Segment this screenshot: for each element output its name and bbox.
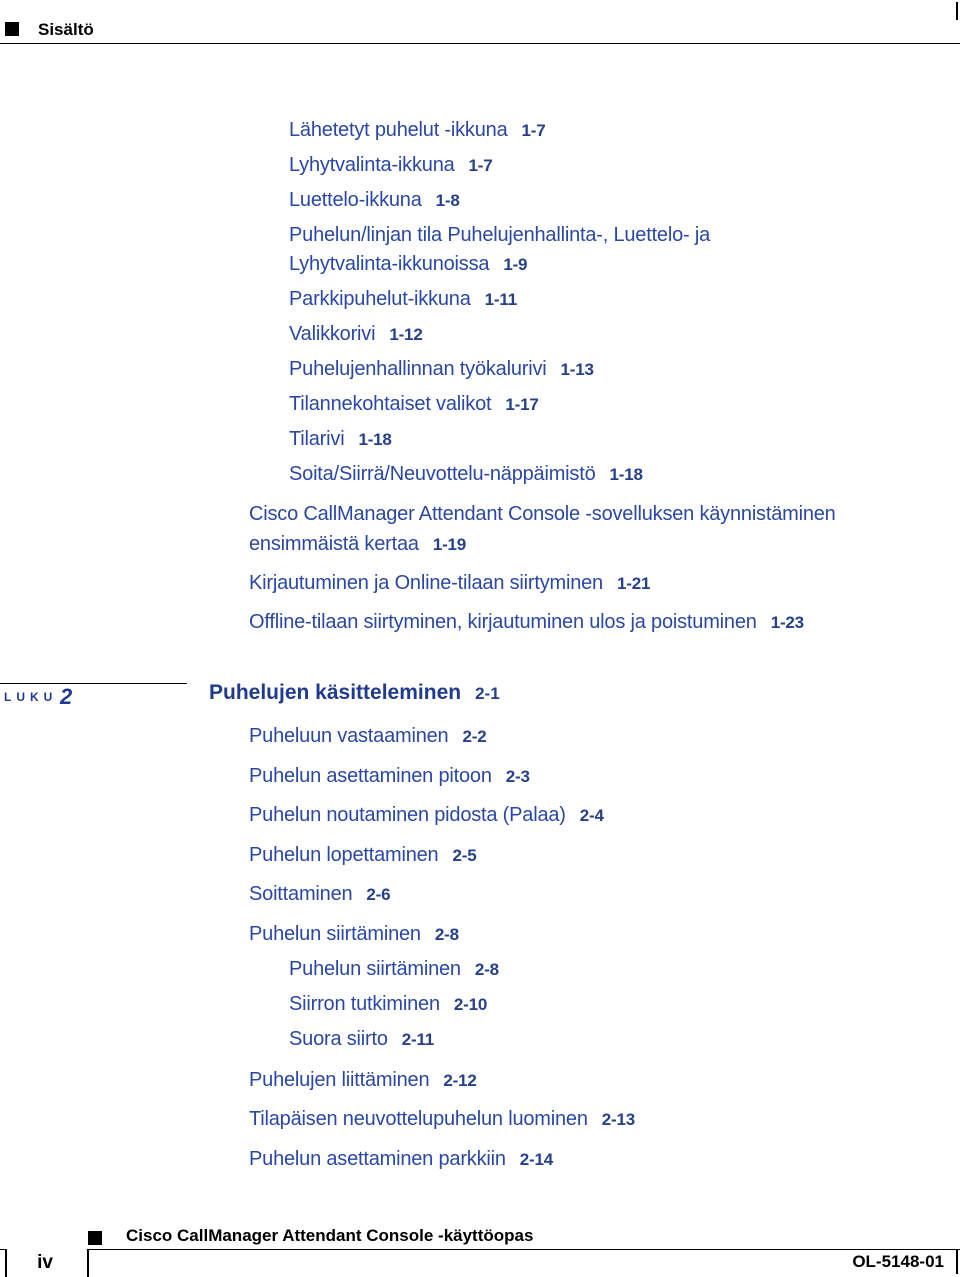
toc-entry-title: Puhelun noutaminen pidosta (Palaa) bbox=[249, 804, 566, 826]
toc-entry-title: Puhelun lopettaminen bbox=[249, 844, 439, 866]
toc-entry[interactable] bbox=[289, 250, 527, 279]
toc-entry-title: Parkkipuhelut-ikkuna bbox=[289, 288, 471, 310]
footer-document-title: Cisco CallManager Attendant Console -käyttöopas bbox=[126, 1226, 534, 1245]
toc-entry-page-number: 1-11 bbox=[484, 290, 517, 309]
toc-entry-page-number: 1-21 bbox=[616, 574, 651, 593]
toc-entry[interactable] bbox=[289, 320, 423, 349]
footer-square-marker bbox=[88, 1231, 102, 1245]
toc-entry[interactable] bbox=[289, 116, 545, 145]
toc-entry-title: Luettelo-ikkuna bbox=[289, 189, 422, 211]
toc-entry[interactable] bbox=[289, 285, 517, 314]
toc-entry-title: Cisco CallManager Attendant Console -sovelluksen käynnistäminen bbox=[249, 503, 836, 525]
toc-entry-page-number: 2-6 bbox=[366, 885, 391, 904]
toc-entry[interactable] bbox=[289, 955, 499, 984]
toc-entry[interactable] bbox=[289, 186, 460, 215]
toc-entry-title: Puhelujen liittäminen bbox=[249, 1069, 430, 1091]
toc-entry-title: Valikkorivi bbox=[289, 323, 376, 345]
toc-entry-title: Suora siirto bbox=[289, 1028, 388, 1050]
running-header-title: Sisältö bbox=[38, 20, 94, 39]
toc-entry[interactable] bbox=[249, 722, 486, 751]
toc-entry-title: Puhelun asettaminen pitoon bbox=[249, 765, 492, 787]
toc-entry-title: Tilarivi bbox=[289, 428, 345, 450]
toc-entry[interactable] bbox=[249, 762, 530, 791]
toc-entry-page-number: 1-7 bbox=[468, 156, 493, 175]
toc-entry-title: Tilapäisen neuvottelupuhelun luominen bbox=[249, 1108, 588, 1130]
toc-entry[interactable] bbox=[289, 390, 539, 419]
toc-entry-page-number: 1-7 bbox=[521, 121, 546, 140]
toc-entry-page-number: 2-13 bbox=[601, 1110, 636, 1129]
toc-entry-page-number: 1-9 bbox=[503, 255, 528, 274]
toc-entry[interactable] bbox=[249, 569, 650, 598]
toc-entry-title: Lyhytvalinta-ikkunoissa bbox=[289, 253, 490, 275]
toc-entry-title: Puhelun asettaminen parkkiin bbox=[249, 1148, 506, 1170]
toc-entry-title: ensimmäistä kertaa bbox=[249, 533, 419, 555]
header-square-marker bbox=[5, 22, 19, 36]
toc-entry[interactable] bbox=[249, 920, 459, 949]
toc-entry-title: Puhelun siirtäminen bbox=[289, 958, 461, 980]
toc-entry-page-number: 2-8 bbox=[434, 925, 459, 944]
toc-entry-page-number: 2-8 bbox=[474, 960, 499, 979]
footer-document-code: OL-5148-01 bbox=[852, 1252, 944, 1271]
chapter-label: LUKU bbox=[4, 690, 58, 704]
toc-entry[interactable] bbox=[289, 151, 493, 180]
toc-entry-page-number: 2-4 bbox=[579, 806, 604, 825]
toc-entry-title: Puhelun/linjan tila Puhelujenhallinta-, Luettelo- ja bbox=[289, 224, 711, 246]
toc-entry-title: Kirjautuminen ja Online-tilaan siirtyminen bbox=[249, 572, 603, 594]
toc-entry[interactable] bbox=[289, 990, 487, 1019]
toc-entry-title: Soita/Siirrä/Neuvottelu-näppäimistö bbox=[289, 463, 596, 485]
toc-entry-title: Soittaminen bbox=[249, 883, 353, 905]
toc-entry-title: Lähetetyt puhelut -ikkuna bbox=[289, 119, 508, 141]
chapter-rule bbox=[0, 683, 187, 684]
toc-entry-page-number: 2-14 bbox=[519, 1150, 554, 1169]
toc-entry-title: Puhelun siirtäminen bbox=[249, 923, 421, 945]
toc-entry[interactable] bbox=[289, 425, 392, 454]
toc-entry-page-number: 1-17 bbox=[505, 395, 539, 414]
chapter-number: 2 bbox=[60, 684, 73, 709]
toc-entry[interactable] bbox=[289, 1025, 434, 1054]
footer-page-box bbox=[5, 1249, 89, 1277]
toc-entry[interactable] bbox=[249, 1145, 553, 1174]
toc-entry-title: Puhelujenhallinnan työkalurivi bbox=[289, 358, 547, 380]
toc-entry-page-number: 2-5 bbox=[452, 846, 477, 865]
toc-entry[interactable] bbox=[289, 355, 594, 384]
toc-entry[interactable] bbox=[249, 880, 390, 909]
toc-entry-title: Tilannekohtaiset valikot bbox=[289, 393, 492, 415]
toc-entry-page-number: 2-2 bbox=[462, 727, 487, 746]
toc-entry[interactable] bbox=[249, 530, 466, 559]
toc-entry-page-number: 1-23 bbox=[770, 613, 804, 632]
toc-entry-page-number: 1-18 bbox=[358, 430, 392, 449]
toc-entry-title: Lyhytvalinta-ikkuna bbox=[289, 154, 455, 176]
toc-entry-page-number: 2-12 bbox=[443, 1071, 477, 1090]
toc-entry-page-number: 2-11 bbox=[401, 1030, 435, 1049]
toc-entry[interactable] bbox=[289, 221, 710, 250]
footer-page-number: iv bbox=[37, 1252, 53, 1273]
toc-entry-page-number: 2-3 bbox=[505, 767, 530, 786]
chapter-page-number: 2-1 bbox=[475, 684, 500, 703]
toc-entry-title: Offline-tilaan siirtyminen, kirjautuminen ulos ja poistuminen bbox=[249, 611, 757, 633]
footer-edge-mark bbox=[956, 1250, 958, 1274]
chapter-title-text: Puhelujen käsitteleminen bbox=[209, 681, 462, 704]
toc-entry-page-number: 1-8 bbox=[435, 191, 460, 210]
toc-entry[interactable] bbox=[249, 801, 604, 830]
toc-entry-page-number: 1-12 bbox=[389, 325, 423, 344]
toc-entry[interactable] bbox=[249, 608, 804, 637]
toc-entry[interactable] bbox=[289, 460, 643, 489]
header-edge-mark bbox=[956, 2, 958, 20]
toc-entry[interactable] bbox=[249, 841, 476, 870]
toc-entry[interactable] bbox=[249, 1066, 477, 1095]
footer-rule bbox=[0, 1249, 960, 1250]
toc-entry[interactable] bbox=[249, 500, 836, 529]
toc-entry-page-number: 1-18 bbox=[609, 465, 643, 484]
toc-entry[interactable] bbox=[249, 1105, 635, 1134]
toc-entry-title: Siirron tutkiminen bbox=[289, 993, 440, 1015]
toc-entry-page-number: 2-10 bbox=[453, 995, 488, 1014]
toc-entry-page-number: 1-19 bbox=[432, 535, 467, 554]
toc-entry-title: Puheluun vastaaminen bbox=[249, 725, 449, 747]
toc-entry-page-number: 1-13 bbox=[560, 360, 594, 379]
chapter-title-link[interactable] bbox=[209, 681, 500, 705]
header-rule bbox=[0, 43, 960, 44]
